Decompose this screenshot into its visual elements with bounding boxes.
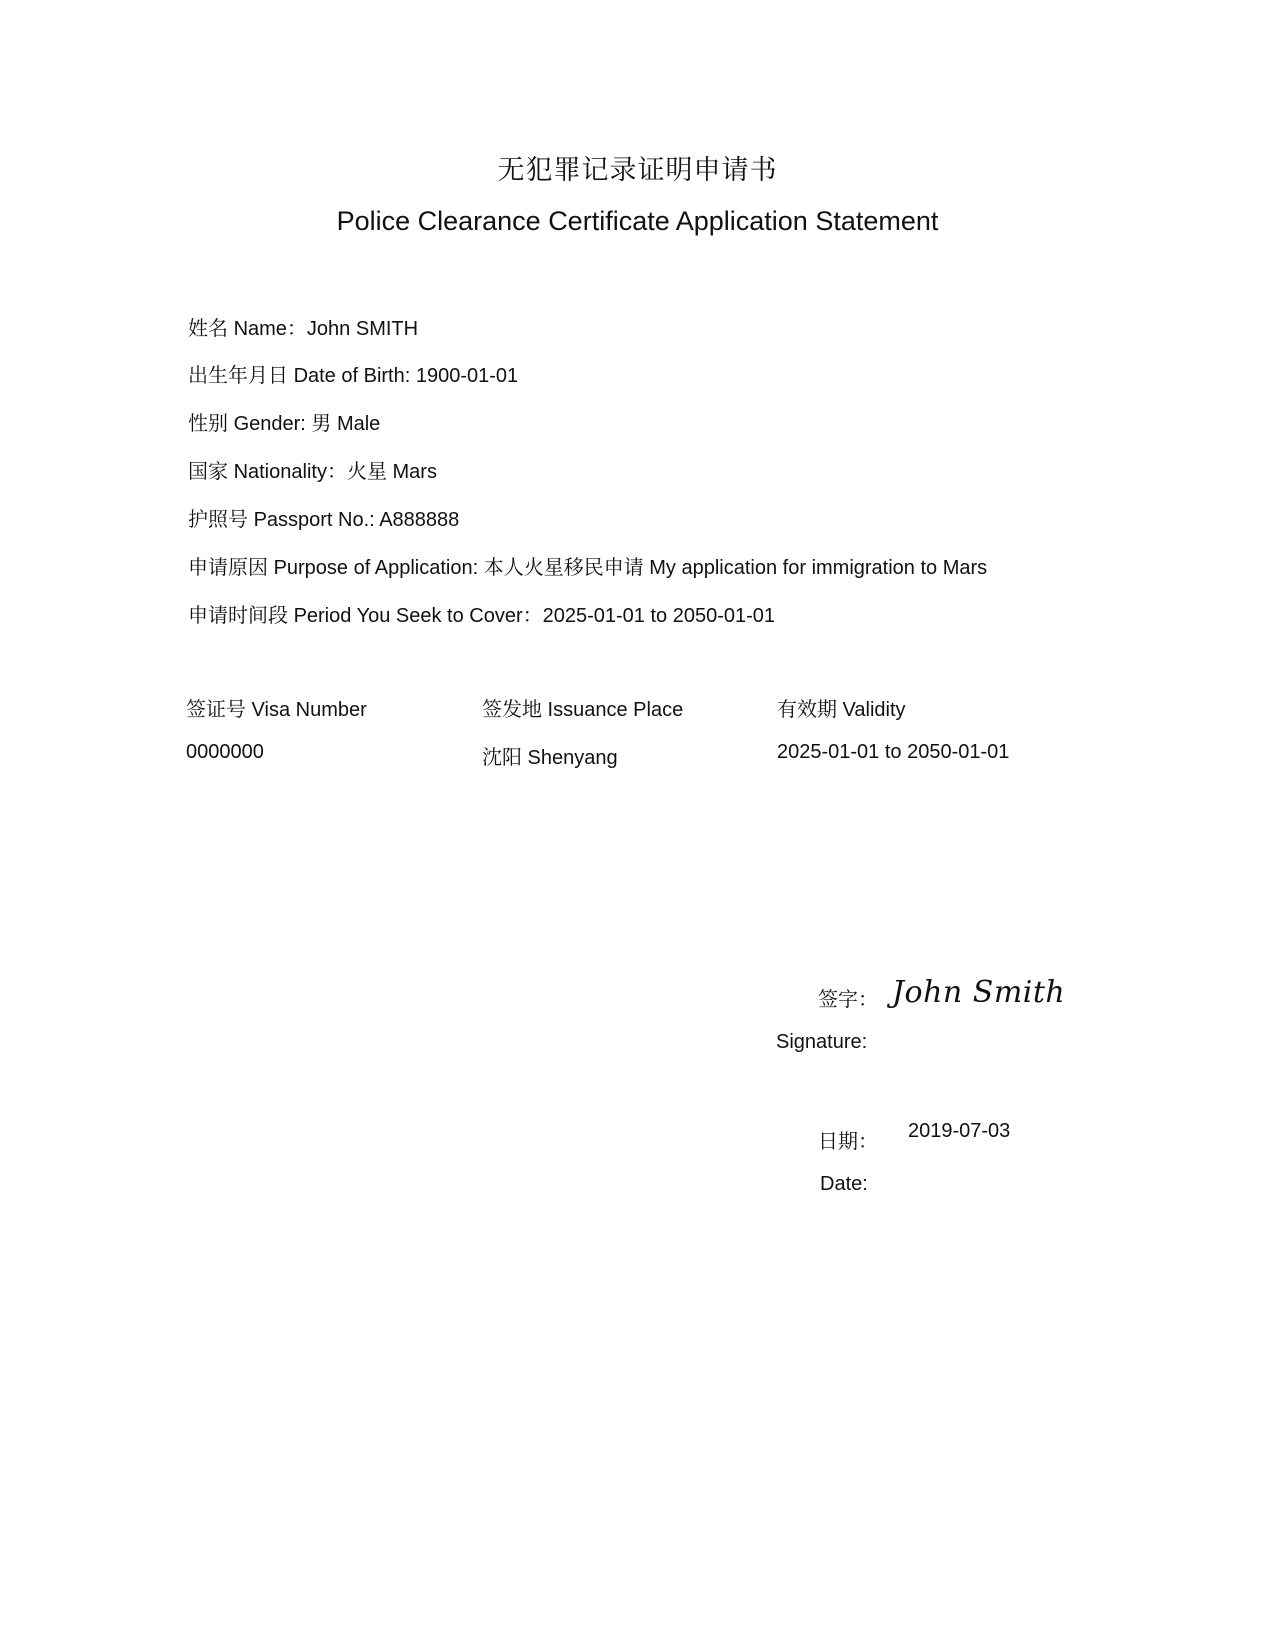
field-nationality-label-cn: 国家 — [188, 459, 228, 483]
field-purpose-value: 本人火星移民申请 My application for immigration to Mars — [483, 557, 988, 579]
field-name-label-cn: 姓名 — [188, 316, 228, 340]
field-dob-label-en: Date of Birth: — [293, 365, 411, 387]
document-title-english: Police Clearance Certificate Application Statement — [336, 206, 939, 236]
field-passport-label-en: Passport No.: — [253, 509, 375, 531]
field-nationality-label-en: Nationality： — [233, 461, 347, 483]
field-purpose-label-cn: 申请原因 — [188, 555, 268, 579]
visa-header-issuance-place: 签发地 Issuance Place — [482, 699, 684, 721]
field-period-label-cn: 申请时间段 — [188, 603, 288, 627]
field-gender-label-en: Gender: — [233, 413, 306, 435]
document-title-chinese: 无犯罪记录证明申请书 — [497, 155, 778, 186]
field-passport-label-cn: 护照号 — [188, 507, 248, 531]
date-label-en: Date: — [820, 1173, 868, 1195]
field-name-value: John SMITH — [306, 318, 419, 340]
field-period-label-en: Period You Seek to Cover： — [293, 605, 543, 627]
field-passport-number — [188, 503, 459, 532]
field-period-value: 2025-01-01 to 2050-01-01 — [542, 605, 776, 627]
date-value: 2019-07-03 — [908, 1120, 1011, 1142]
field-nationality-value: 火星 Mars — [346, 461, 437, 483]
visa-header-number: 签证号 Visa Number — [186, 699, 367, 721]
field-nationality — [188, 455, 437, 484]
visa-value-validity: 2025-01-01 to 2050-01-01 — [777, 741, 1010, 763]
signature-label-en: Signature: — [776, 1031, 868, 1053]
field-purpose-of-application — [188, 551, 987, 580]
signature-label-cn: 签字： — [818, 987, 878, 1011]
field-purpose-label-en: Purpose of Application: — [273, 557, 479, 579]
field-gender-label-cn: 性别 — [188, 411, 228, 435]
field-passport-value: A888888 — [379, 509, 460, 531]
field-gender-value: 男 Male — [311, 413, 381, 435]
field-date-of-birth — [188, 359, 518, 388]
field-name — [188, 312, 418, 341]
date-label-cn: 日期： — [818, 1129, 878, 1153]
field-gender — [188, 407, 380, 436]
field-period-to-cover — [188, 599, 775, 628]
handwritten-signature: John Smith — [892, 975, 1066, 1010]
field-name-label-en: Name： — [233, 318, 307, 340]
visa-value-number: 0000000 — [186, 741, 264, 763]
visa-header-validity: 有效期 Validity — [777, 699, 906, 721]
field-dob-label-cn: 出生年月日 — [188, 363, 288, 387]
field-dob-value: 1900-01-01 — [415, 365, 519, 387]
visa-value-issuance-place: 沈阳 Shenyang — [482, 747, 618, 769]
